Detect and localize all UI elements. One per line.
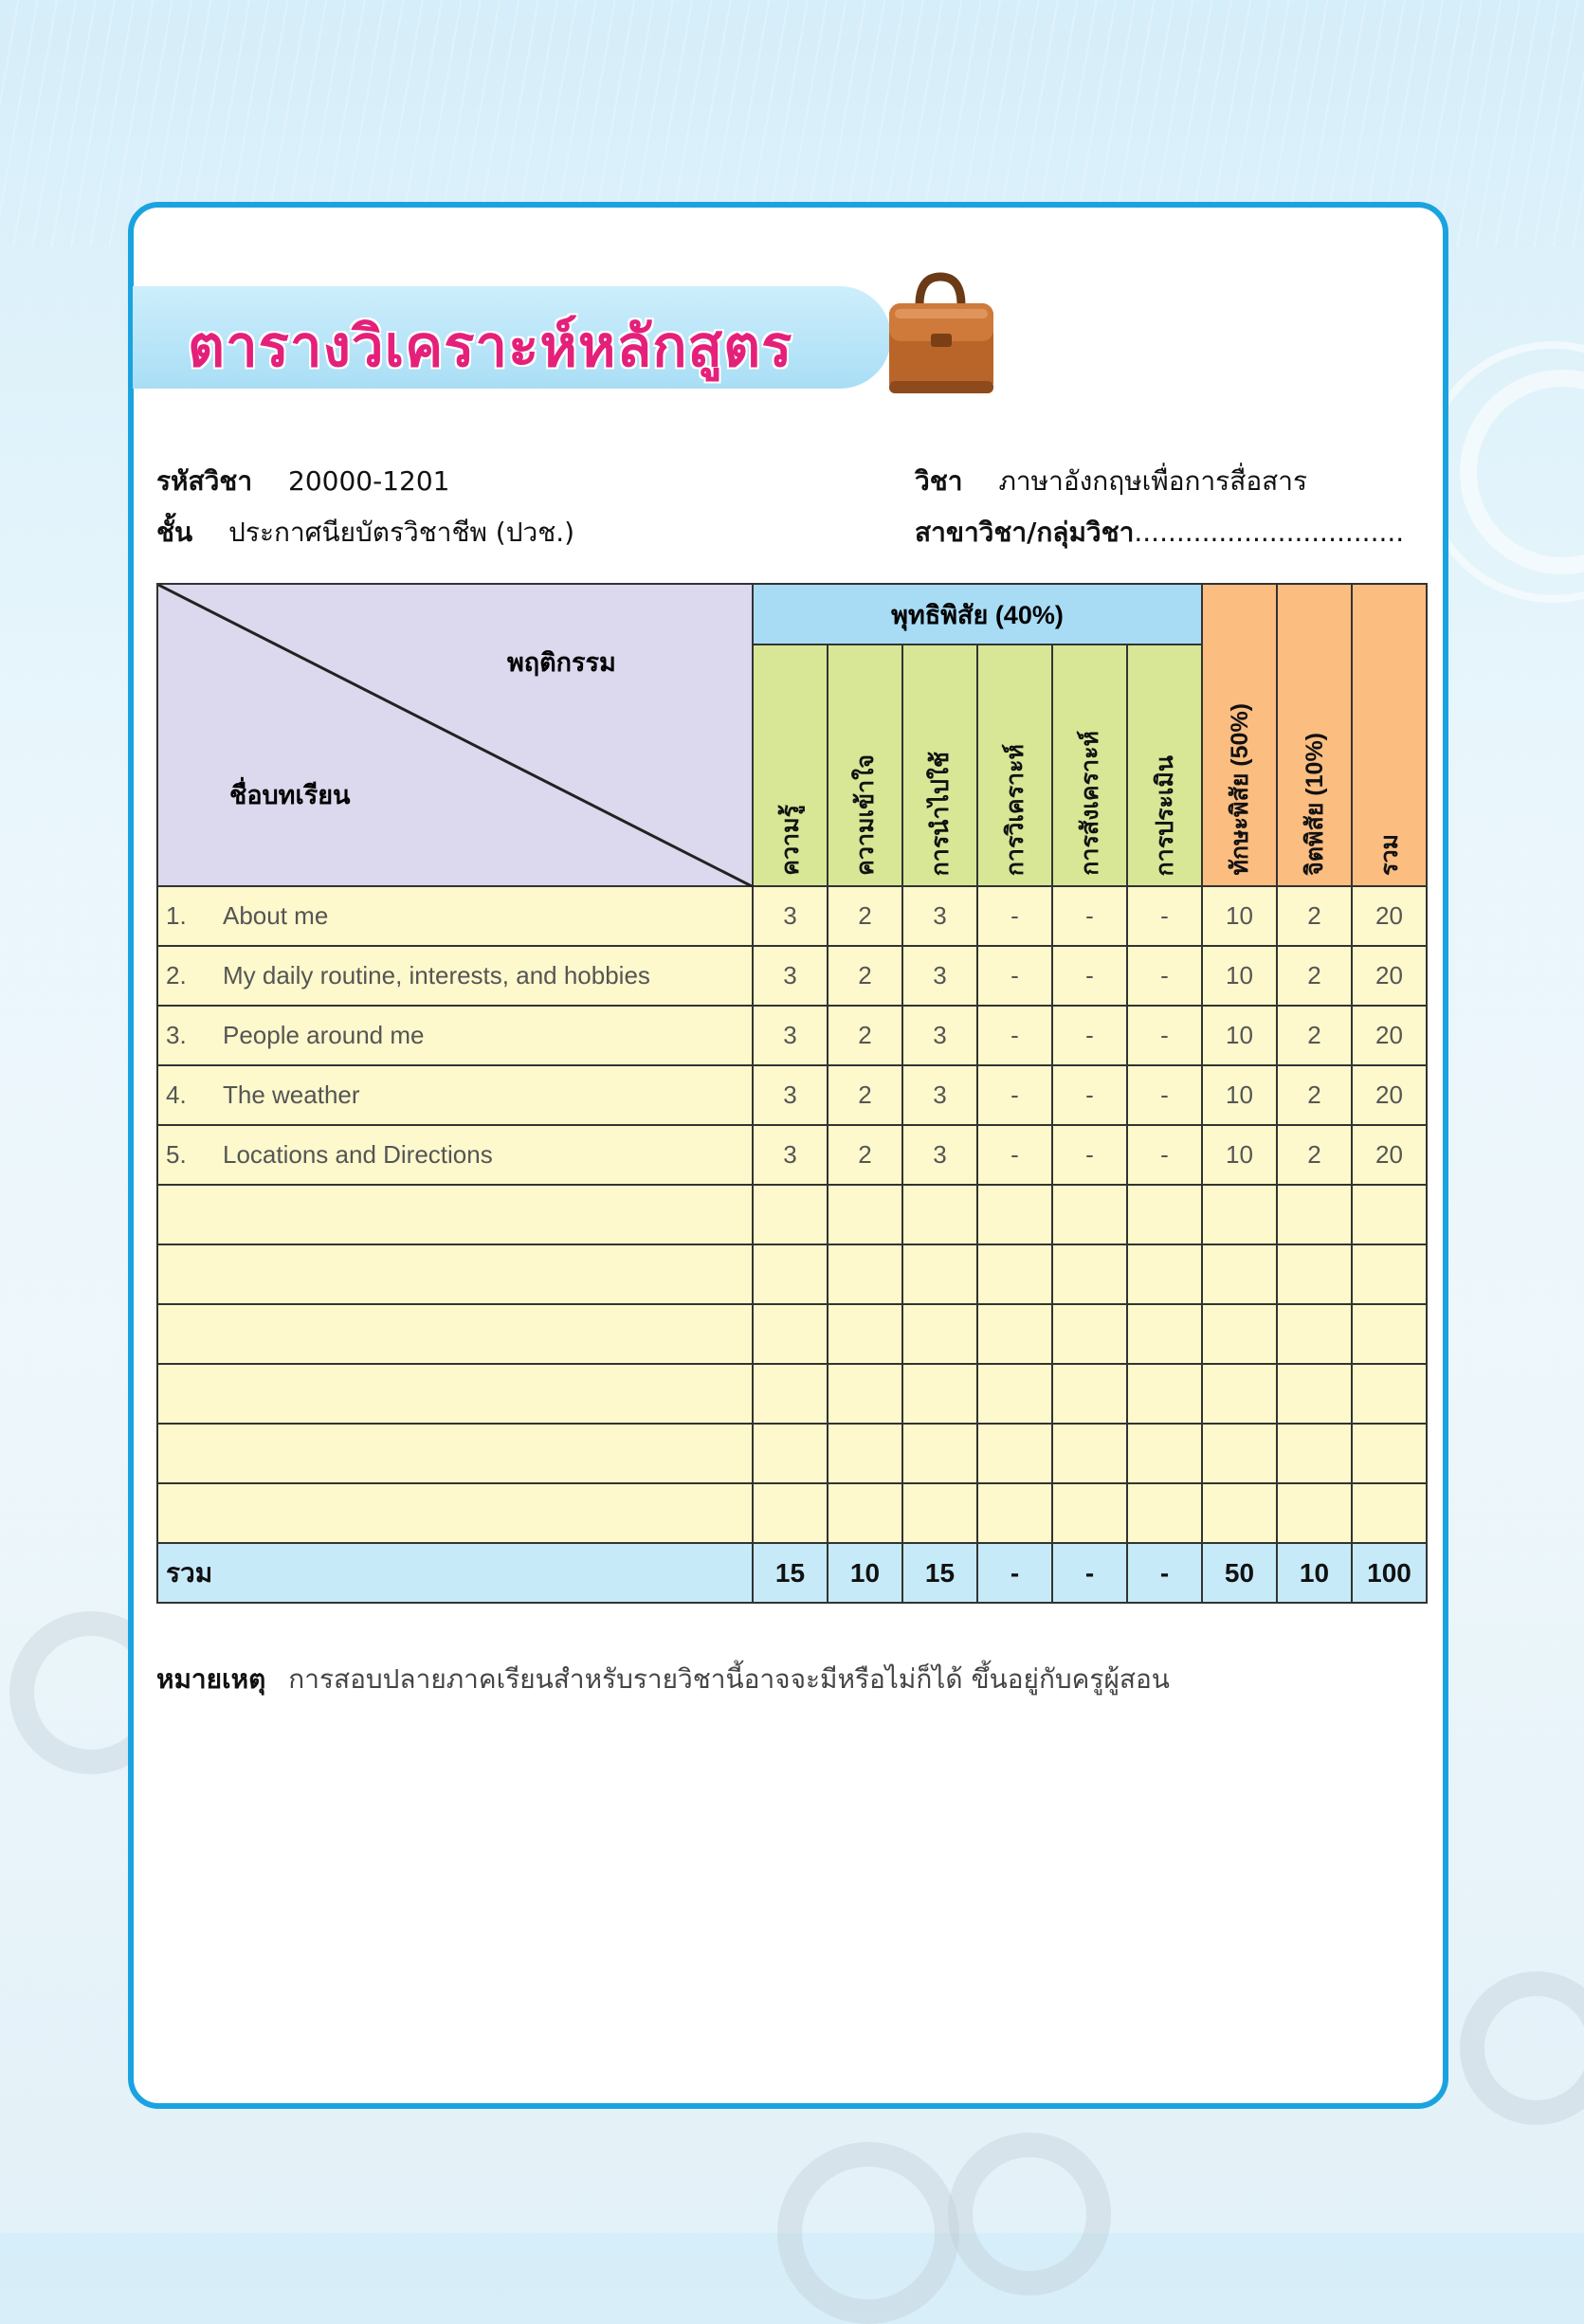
score-cell: 2 — [828, 1006, 902, 1065]
curriculum-table — [156, 583, 1428, 1604]
score-cell: 20 — [1352, 1065, 1427, 1125]
column-header-label: ทักษะพิสัย (50%) — [1226, 703, 1253, 876]
empty-cell — [1202, 1185, 1277, 1244]
empty-row — [157, 1483, 1427, 1543]
empty-cell — [828, 1244, 902, 1304]
empty-cell — [902, 1364, 977, 1424]
empty-cell — [977, 1483, 1052, 1543]
course-subject — [915, 461, 1307, 502]
score-cell: 2 — [1277, 1006, 1352, 1065]
empty-cell — [1127, 1185, 1202, 1244]
column-header-label: การวิเคราะห์ — [1001, 743, 1029, 876]
column-header-label: รวม — [1375, 834, 1403, 876]
course-field-value: ................................ — [1134, 517, 1405, 548]
empty-cell — [1127, 1364, 1202, 1424]
total-cell: 50 — [1202, 1543, 1277, 1603]
column-header-label: จิตพิสัย (10%) — [1301, 733, 1328, 876]
lesson-number: 1. — [166, 901, 187, 930]
total-cell: - — [977, 1543, 1052, 1603]
score-cell: 3 — [753, 1006, 828, 1065]
empty-cell — [1277, 1483, 1352, 1543]
score-cell: 3 — [753, 1125, 828, 1185]
empty-cell — [1202, 1244, 1277, 1304]
score-cell: 20 — [1352, 1006, 1427, 1065]
lesson-title: People around me — [223, 1021, 425, 1049]
lesson-title: Locations and Directions — [223, 1140, 493, 1169]
empty-cell — [902, 1304, 977, 1364]
course-subject-value: ภาษาอังกฤษเพื่อการสื่อสาร — [998, 465, 1307, 497]
score-cell: - — [977, 1006, 1052, 1065]
empty-cell — [753, 1483, 828, 1543]
empty-cell — [977, 1424, 1052, 1483]
lesson-number: 4. — [166, 1080, 187, 1109]
score-cell: 2 — [1277, 1065, 1352, 1125]
header-diagonal-cell — [157, 584, 753, 886]
column-header — [1277, 584, 1352, 886]
score-cell: - — [1052, 1125, 1127, 1185]
empty-cell — [1127, 1424, 1202, 1483]
empty-cell — [157, 1483, 753, 1543]
empty-cell — [1052, 1424, 1127, 1483]
empty-cell — [753, 1304, 828, 1364]
lesson-number: 2. — [166, 961, 187, 990]
lesson-title: My daily routine, interests, and hobbies — [223, 961, 650, 990]
total-label: รวม — [157, 1543, 753, 1603]
lesson-title: The weather — [223, 1080, 360, 1109]
column-header — [1352, 584, 1427, 886]
empty-cell — [157, 1185, 753, 1244]
score-cell: - — [1127, 946, 1202, 1006]
score-cell: - — [1127, 1006, 1202, 1065]
empty-cell — [1352, 1185, 1427, 1244]
course-level — [156, 512, 574, 554]
column-header-label: การประเมิน — [1151, 754, 1178, 876]
column-header — [977, 645, 1052, 886]
empty-cell — [902, 1185, 977, 1244]
score-cell: - — [977, 886, 1052, 946]
behavior-header: พฤติกรรม — [507, 648, 616, 677]
empty-cell — [1052, 1244, 1127, 1304]
empty-cell — [902, 1483, 977, 1543]
empty-cell — [977, 1304, 1052, 1364]
score-cell: - — [1052, 1006, 1127, 1065]
cognitive-header: พุทธิพิสัย (40%) — [753, 584, 1202, 645]
footnote — [156, 1659, 1170, 1700]
background-swirl — [777, 2142, 959, 2324]
score-cell: 3 — [753, 946, 828, 1006]
empty-cell — [157, 1244, 753, 1304]
column-header-label: ความรู้ — [776, 805, 804, 876]
background-circle — [1460, 370, 1584, 574]
score-cell: - — [1052, 1065, 1127, 1125]
empty-cell — [1352, 1244, 1427, 1304]
course-level-value: ประกาศนียบัตรวิชาชีพ (ปวช.) — [228, 517, 575, 548]
page-title: ตารางวิเคราะห์หลักสูตร — [188, 314, 793, 380]
lessons-header: ชื่อบทเรียน — [229, 781, 351, 809]
column-header — [753, 645, 828, 886]
column-header — [1127, 645, 1202, 886]
empty-cell — [1352, 1483, 1427, 1543]
table-row — [157, 1125, 1427, 1185]
score-cell: 10 — [1202, 1006, 1277, 1065]
empty-cell — [1202, 1424, 1277, 1483]
score-cell: - — [1127, 1125, 1202, 1185]
score-cell: 10 — [1202, 1125, 1277, 1185]
empty-row — [157, 1304, 1427, 1364]
empty-cell — [977, 1244, 1052, 1304]
column-header-label: ความเข้าใจ — [851, 754, 879, 876]
lesson-name — [157, 1006, 753, 1065]
empty-cell — [828, 1364, 902, 1424]
empty-row — [157, 1424, 1427, 1483]
score-cell: 3 — [902, 1065, 977, 1125]
score-cell: 3 — [902, 1125, 977, 1185]
empty-cell — [1127, 1304, 1202, 1364]
table-row — [157, 1006, 1427, 1065]
empty-cell — [902, 1424, 977, 1483]
table-row — [157, 886, 1427, 946]
column-header — [828, 645, 902, 886]
lesson-name — [157, 1065, 753, 1125]
empty-cell — [1277, 1424, 1352, 1483]
empty-cell — [157, 1424, 753, 1483]
empty-cell — [1352, 1304, 1427, 1364]
table-row — [157, 946, 1427, 1006]
empty-row — [157, 1364, 1427, 1424]
footnote-label: หมายเหตุ — [156, 1663, 266, 1695]
empty-cell — [1052, 1364, 1127, 1424]
total-cell: - — [1052, 1543, 1127, 1603]
empty-cell — [157, 1364, 753, 1424]
course-field — [915, 512, 1404, 554]
course-subject-label: วิชา — [915, 465, 963, 497]
empty-cell — [1277, 1185, 1352, 1244]
total-cell: - — [1127, 1543, 1202, 1603]
empty-cell — [1352, 1424, 1427, 1483]
score-cell: - — [1052, 946, 1127, 1006]
score-cell: - — [1127, 886, 1202, 946]
column-header — [902, 645, 977, 886]
score-cell: 2 — [1277, 946, 1352, 1006]
empty-cell — [753, 1185, 828, 1244]
score-cell: 20 — [1352, 946, 1427, 1006]
empty-cell — [828, 1424, 902, 1483]
score-cell: 3 — [902, 886, 977, 946]
course-field-label: สาขาวิชา/กลุ่มวิชา — [915, 517, 1135, 548]
score-cell: 2 — [1277, 1125, 1352, 1185]
lesson-number: 3. — [166, 1021, 187, 1049]
total-cell: 100 — [1352, 1543, 1427, 1603]
table-row — [157, 1065, 1427, 1125]
total-cell: 15 — [753, 1543, 828, 1603]
column-header-label: การนำไปใช้ — [926, 751, 954, 876]
empty-cell — [1052, 1185, 1127, 1244]
empty-cell — [1202, 1483, 1277, 1543]
score-cell: 3 — [753, 1065, 828, 1125]
empty-cell — [828, 1483, 902, 1543]
empty-cell — [753, 1364, 828, 1424]
total-cell: 10 — [1277, 1543, 1352, 1603]
total-cell: 15 — [902, 1543, 977, 1603]
empty-cell — [1052, 1483, 1127, 1543]
course-level-label: ชั้น — [156, 517, 193, 548]
score-cell: 2 — [828, 1125, 902, 1185]
score-cell: 10 — [1202, 1065, 1277, 1125]
lesson-title: About me — [223, 901, 329, 930]
empty-cell — [1052, 1304, 1127, 1364]
score-cell: 2 — [1277, 886, 1352, 946]
lesson-name — [157, 946, 753, 1006]
lesson-name — [157, 886, 753, 946]
empty-cell — [1277, 1364, 1352, 1424]
empty-cell — [1127, 1483, 1202, 1543]
column-header — [1052, 645, 1127, 886]
score-cell: 10 — [1202, 886, 1277, 946]
empty-cell — [977, 1185, 1052, 1244]
score-cell: 2 — [828, 946, 902, 1006]
lesson-number: 5. — [166, 1140, 187, 1169]
empty-cell — [902, 1244, 977, 1304]
empty-row — [157, 1244, 1427, 1304]
score-cell: 20 — [1352, 1125, 1427, 1185]
footnote-text: การสอบปลายภาคเรียนสำหรับรายวิชานี้อาจจะมีหรือไม่ก็ได้ ขึ้นอยู่กับครูผู้สอน — [288, 1663, 1170, 1695]
score-cell: - — [1052, 886, 1127, 946]
empty-cell — [753, 1244, 828, 1304]
score-cell: - — [1127, 1065, 1202, 1125]
total-cell: 10 — [828, 1543, 902, 1603]
score-cell: - — [977, 1065, 1052, 1125]
lesson-name — [157, 1125, 753, 1185]
briefcase-icon — [882, 267, 1000, 400]
score-cell: 10 — [1202, 946, 1277, 1006]
empty-cell — [1127, 1244, 1202, 1304]
empty-cell — [828, 1185, 902, 1244]
empty-cell — [828, 1304, 902, 1364]
total-row — [157, 1543, 1427, 1603]
column-header — [1202, 584, 1277, 886]
empty-cell — [977, 1364, 1052, 1424]
empty-cell — [1202, 1304, 1277, 1364]
background-swirl — [1460, 1971, 1584, 2125]
background-swirl — [948, 2133, 1111, 2296]
course-code-value: 20000-1201 — [288, 465, 450, 497]
score-cell: 2 — [828, 886, 902, 946]
column-header-label: การสังเคราะห์ — [1076, 731, 1103, 876]
empty-cell — [157, 1304, 753, 1364]
score-cell: 3 — [902, 946, 977, 1006]
score-cell: 3 — [753, 886, 828, 946]
score-cell: 3 — [902, 1006, 977, 1065]
empty-cell — [1277, 1304, 1352, 1364]
empty-cell — [1277, 1244, 1352, 1304]
empty-cell — [1202, 1364, 1277, 1424]
course-code-label: รหัสวิชา — [156, 465, 253, 497]
score-cell: 2 — [828, 1065, 902, 1125]
diagonal-line — [158, 585, 754, 887]
score-cell: - — [977, 1125, 1052, 1185]
score-cell: 20 — [1352, 886, 1427, 946]
course-code — [156, 461, 449, 502]
empty-row — [157, 1185, 1427, 1244]
empty-cell — [1352, 1364, 1427, 1424]
empty-cell — [753, 1424, 828, 1483]
score-cell: - — [977, 946, 1052, 1006]
